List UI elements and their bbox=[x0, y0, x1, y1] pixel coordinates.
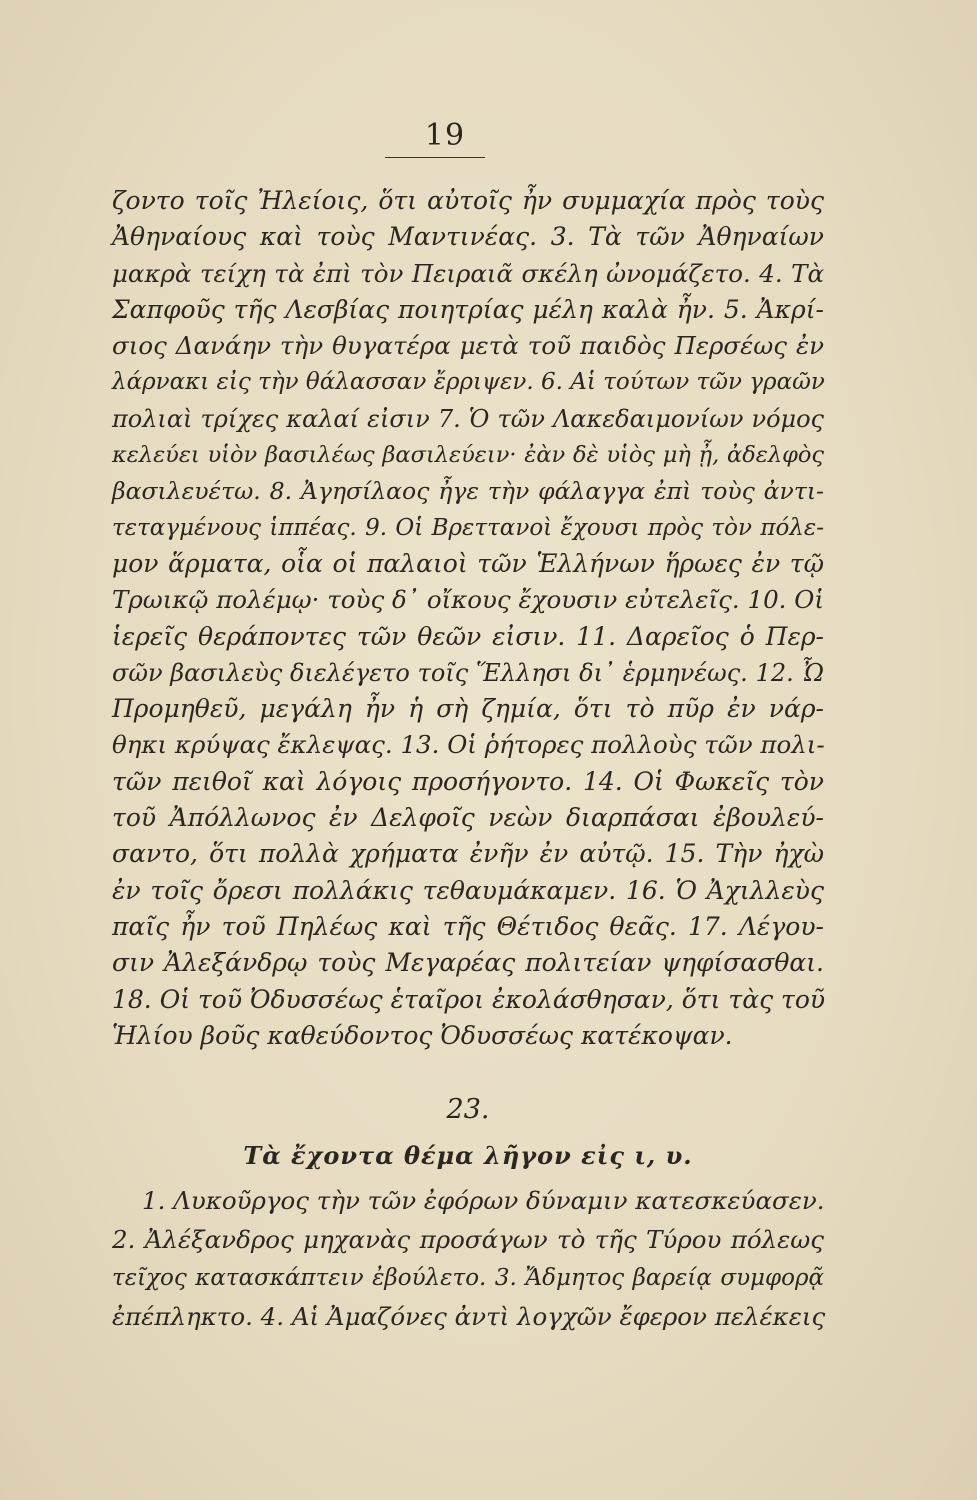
text-line: Τρωικῷ πολέμῳ· τοὺς δ᾽ οἴκους ἔχουσιν εὐτελεῖς. 10. Οἱ bbox=[112, 585, 824, 615]
section-number: 23. bbox=[446, 1094, 490, 1125]
text-line: Ἡλίου βοῦς καθεύδοντος Ὀδυσσέως κατέκοψαν. bbox=[112, 1020, 733, 1050]
body-text bbox=[112, 183, 824, 1054]
text-line: σιος Δανάην τὴν θυγατέρα μετὰ τοῦ παιδὸς Περσέως ἐν bbox=[112, 331, 824, 361]
text-line: θηκι κρύψας ἔκλεψας. 13. Οἱ ῥήτορες πολλοὺς τῶν πολι- bbox=[112, 730, 825, 760]
text-line: 18. Οἱ τοῦ Ὀδυσσέως ἑταῖροι ἐκολάσθησαν, ὅτι τὰς τοῦ bbox=[112, 984, 826, 1014]
text-line: Σαπφοῦς τῆς Λεσβίας ποιητρίας μέλη καλὰ ἦν. 5. Ἀκρί- bbox=[112, 294, 824, 324]
text-line: ἐν τοῖς ὄρεσι πολλάκις τεθαυμάκαμεν. 16. Ὁ Ἀχιλλεὺς bbox=[112, 875, 824, 905]
section-title: Τὰ ἔχοντα θέμα λῆγον εἰς ι, υ. bbox=[243, 1141, 693, 1170]
text-line: κελεύει υἱὸν βασιλέως βασιλεύειν· ἐὰν δὲ υἱὸς μὴ ᾖ, ἀδελφὸς bbox=[112, 442, 824, 469]
text-line: τεταγμένους ἱππέας. 9. Οἱ Βρεττανοὶ ἔχουσι πρὸς τὸν πόλε- bbox=[112, 514, 824, 541]
text-line: μακρὰ τείχη τὰ ἐπὶ τὸν Πειραιᾶ σκέλη ὠνομάζετο. 4. Τὰ bbox=[112, 258, 824, 288]
exercise-text bbox=[112, 1182, 824, 1336]
text-line: Προμηθεῦ, μεγάλη ἦν ἡ σὴ ζημία, ὅτι τὸ πῦρ ἐν νάρ- bbox=[112, 694, 824, 724]
text-line: τῶν πειθοῖ καὶ λόγοις προσήγοντο. 14. Οἱ Φωκεῖς τὸν bbox=[112, 766, 824, 796]
text-line: ἱερεῖς θεράποντες τῶν θεῶν εἰσιν. 11. Δαρεῖος ὁ Περ- bbox=[112, 621, 824, 651]
text-line: σιν Ἀλεξάνδρῳ τοὺς Μεγαρέας πολιτείαν ψηφίσασθαι. bbox=[112, 948, 824, 978]
exercise-line: 2. Ἀλέξανδρος μηχανὰς προσάγων τὸ τῆς Τύρου πόλεως bbox=[112, 1224, 824, 1254]
text-line: τοῦ Ἀπόλλωνος ἐν Δελφοῖς νεὼν διαρπάσαι ἐβουλεύ- bbox=[112, 803, 824, 833]
exercise-line: τεῖχος κατασκάπτειν ἐβούλετο. 3. Ἄδμητος βαρείᾳ συμφορᾷ bbox=[112, 1265, 824, 1291]
exercise-line: 1. Λυκοῦργος τὴν τῶν ἐφόρων δύναμιν κατεσκεύασεν. bbox=[142, 1186, 825, 1215]
text-line: Ἀθηναίους καὶ τοὺς Μαντινέας. 3. Τὰ τῶν Ἀθηναίων bbox=[112, 222, 824, 252]
text-line: παῖς ἦν τοῦ Πηλέως καὶ τῆς Θέτιδος θεᾶς. 17. Λέγου- bbox=[112, 911, 824, 941]
header-rule bbox=[385, 157, 485, 158]
text-line: μον ἅρματα, οἷα οἱ παλαιοὶ τῶν Ἑλλήνων ἥρωες ἐν τῷ bbox=[112, 548, 824, 578]
text-line: σῶν βασιλεὺς διελέγετο τοῖς Ἕλλησι δι᾽ ἑρμηνέως. 12. Ὦ bbox=[112, 658, 824, 687]
text-line: ζοντο τοῖς Ἠλείοις, ὅτι αὐτοῖς ἦν συμμαχία πρὸς τοὺς bbox=[112, 186, 824, 215]
text-line: σαντο, ὅτι πολλὰ χρήματα ἐνῆν ἐν αὐτῷ. 15. Τὴν ἠχὼ bbox=[112, 839, 824, 869]
text-line: πολιαὶ τρίχες καλαί εἰσιν 7. Ὁ τῶν Λακεδαιμονίων νόμος bbox=[112, 404, 824, 433]
text-line: λάρνακι εἰς τὴν θάλασσαν ἔρριψεν. 6. Αἱ τούτων τῶν γραῶν bbox=[112, 369, 825, 396]
page-number: 19 bbox=[424, 118, 466, 153]
text-line: βασιλευέτω. 8. Ἀγησίλαος ἦγε τὴν φάλαγγα ἐπὶ τοὺς ἀντι- bbox=[112, 477, 824, 506]
exercise-line: ἐπέπληκτο. 4. Αἱ Ἀμαζόνες ἀντὶ λογχῶν ἔφερον πελέκεις bbox=[112, 1301, 826, 1331]
